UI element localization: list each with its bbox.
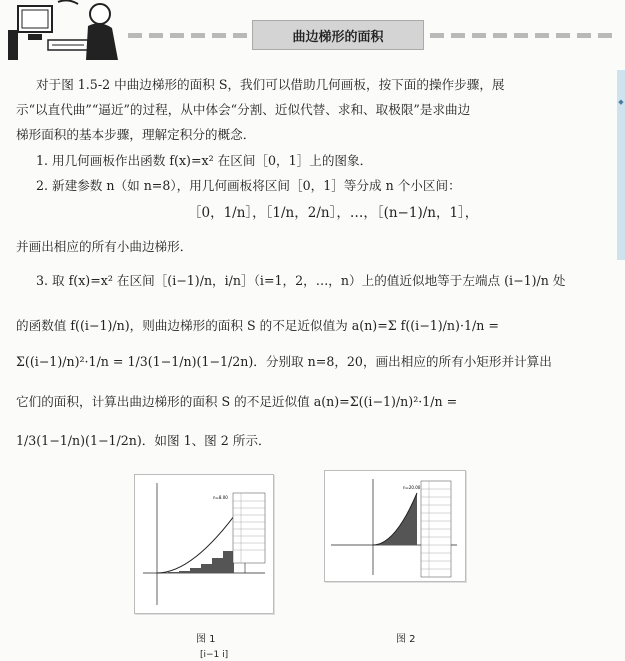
figure-1-graph [135, 475, 273, 613]
figure-2-graph [325, 471, 465, 581]
figure-1 [134, 474, 274, 614]
footer-fragment: [i−1 i] [200, 650, 229, 660]
step-3-line-3: Σ((i−1)/n)²·1/n = 1/3(1−1/n)(1−1/2n)．分别取 n=8，20，画出相应的所有小矩形并计算出 [16, 354, 552, 369]
side-scroll-tab[interactable]: ◆ [617, 70, 625, 260]
computer-clipart-icon [8, 0, 128, 62]
figure-2 [324, 470, 466, 582]
intro-line-3: 梯形面积的基本步骤，理解定积分的概念． [16, 127, 256, 142]
figure-1-caption: 图 1 [196, 634, 216, 645]
intro-line-2: 示“以直代曲”“逼近”的过程，从中体会“分割、近似代替、求和、取极限”是求曲边 [16, 102, 471, 117]
header-divider-right [430, 33, 612, 39]
step-2: 2. 新建参数 n（如 n=8），用几何画板将区间［0，1］等分成 n 个小区间： [36, 178, 461, 193]
intro-line-1: 对于图 1.5-2 中曲边梯形的面积 S，我们可以借助几何画板，按下面的操作步骤，展 [36, 77, 505, 92]
step-3-line-2: 的函数值 f((i−1)/n)，则曲边梯形的面积 S 的不足近似值为 a(n)=Σ f((i−1)/n)·1/n = [16, 318, 499, 333]
step-3-line-5: 1/3(1−1/n)(1−1/2n)．如图 1、图 2 所示． [16, 433, 271, 448]
figure-2-param: n=20.00 [403, 485, 421, 490]
step-2-continued: 并画出相应的所有小曲边梯形． [16, 239, 193, 254]
step-3-line-4: 它们的面积，计算出曲边梯形的面积 S 的不足近似值 a(n)=Σ((i−1)/n)²·1/n = [16, 394, 458, 409]
header-divider-left [128, 33, 268, 39]
figure-1-param: n=8.00 [213, 495, 228, 500]
section-title: 曲边梯形的面积 [252, 20, 424, 50]
step-3-line-1: 3. 取 f(x)=x² 在区间［(i−1)/n，i/n］（i=1，2，…，n）上的值近似地等于左端点 (i−1)/n 处 [36, 273, 566, 288]
figure-2-caption: 图 2 [396, 634, 416, 645]
intervals-formula: ［0，1/n］，［1/n，2/n］，…，［(n−1)/n，1］， [188, 205, 479, 221]
step-1: 1. 用几何画板作出函数 f(x)=x² 在区间［0，1］上的图象． [36, 153, 373, 168]
